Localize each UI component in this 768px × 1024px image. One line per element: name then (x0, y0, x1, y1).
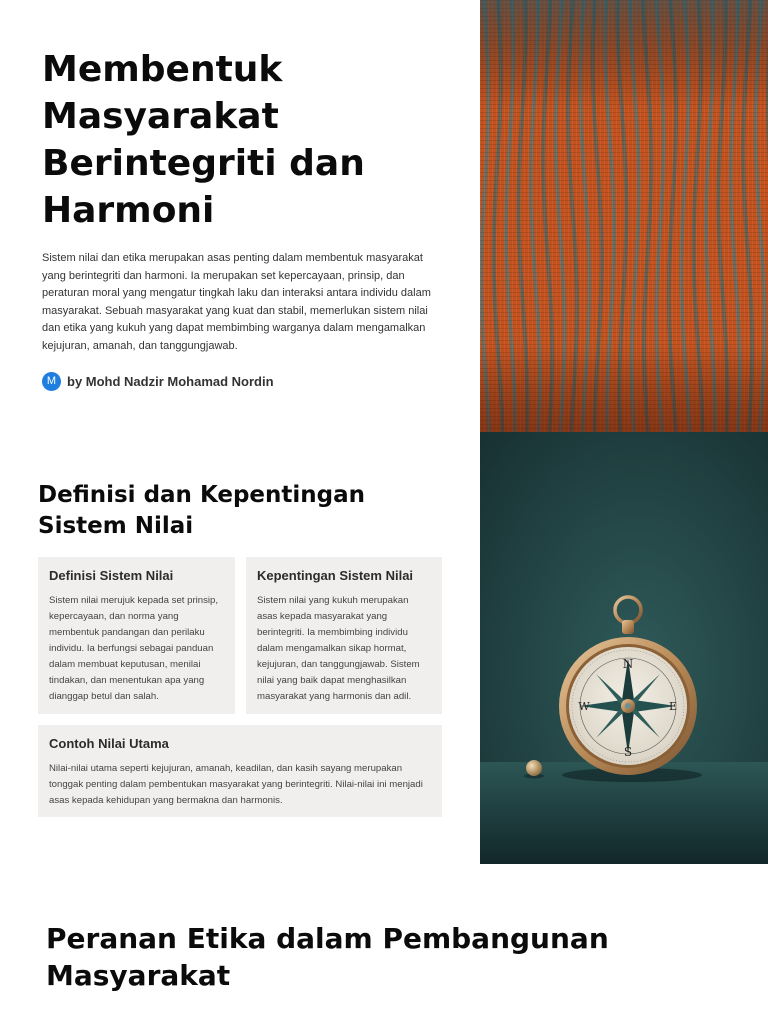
section-title-definisi: Definisi dan Kepentingan Sistem Nilai (38, 482, 366, 539)
intro-paragraph: Sistem nilai dan etika merupakan asas penting dalam membentuk masyarakat yang berintegriti dan harmoni. Ia merupakan set kepercayaan, prinsip, dan peraturan moral yang mengatur tingkah laku dan interaksi antara individu dalam masyarakat. Sebuah masyarakat yang kuat dan stabil, memerlukan sistem nilai dan etika yang kukuh yang dapat membimbing warganya dalam mengamalkan kejujuran, amanah, dan tanggungjawab. (42, 252, 431, 352)
section-title-peranan-etika: Peranan Etika dalam Pembangunan Masyarakat (46, 922, 609, 992)
compass-s: S (623, 745, 633, 759)
compass-image (480, 432, 768, 864)
author-name: by Mohd Nadzir Mohamad Nordin (67, 373, 274, 389)
compass-e: E (668, 700, 678, 713)
textile-image (480, 0, 768, 432)
card-contoh-nilai-utama (38, 725, 442, 817)
author-byline (42, 370, 274, 392)
card-body: Sistem nilai yang kukuh merupakan asas kepada masyarakat yang berintegriti. Ia membimbing individu dalam mengamalkan sikap hormat, kejujuran, dan tanggungjawab. Sistem nilai yang baik dapat menghasilkan masyarakat yang harmonis dan adil. (257, 595, 420, 702)
page-title: Membentuk Masyarakat Berintegriti dan Harmoni (42, 49, 365, 231)
card-heading: Kepentingan Sistem Nilai (257, 568, 414, 583)
card-heading: Contoh Nilai Utama (49, 736, 169, 751)
author-avatar: M (42, 372, 61, 391)
compass-w: W (578, 700, 590, 713)
card-body: Sistem nilai merujuk kepada set prinsip, kepercayaan, dan norma yang membentuk pandangan dan perilaku individu. Ia berfungsi sebagai panduan dalam membuat keputusan, menilai tindakan, dan menentukan apa yang dianggap betul dan salah. (49, 595, 219, 702)
card-body: Nilai-nilai utama seperti kejujuran, amanah, keadilan, dan kasih sayang merupakan tonggak penting dalam pembentukan masyarakat yang berintegriti. Nilai-nilai ini menjadi asas kepada kehidupan yang bermakna dan harmonis. (49, 763, 423, 806)
card-definisi-sistem-nilai (38, 557, 235, 714)
card-heading: Definisi Sistem Nilai (49, 568, 174, 583)
compass-n: N (622, 657, 634, 671)
card-kepentingan-sistem-nilai (246, 557, 442, 714)
